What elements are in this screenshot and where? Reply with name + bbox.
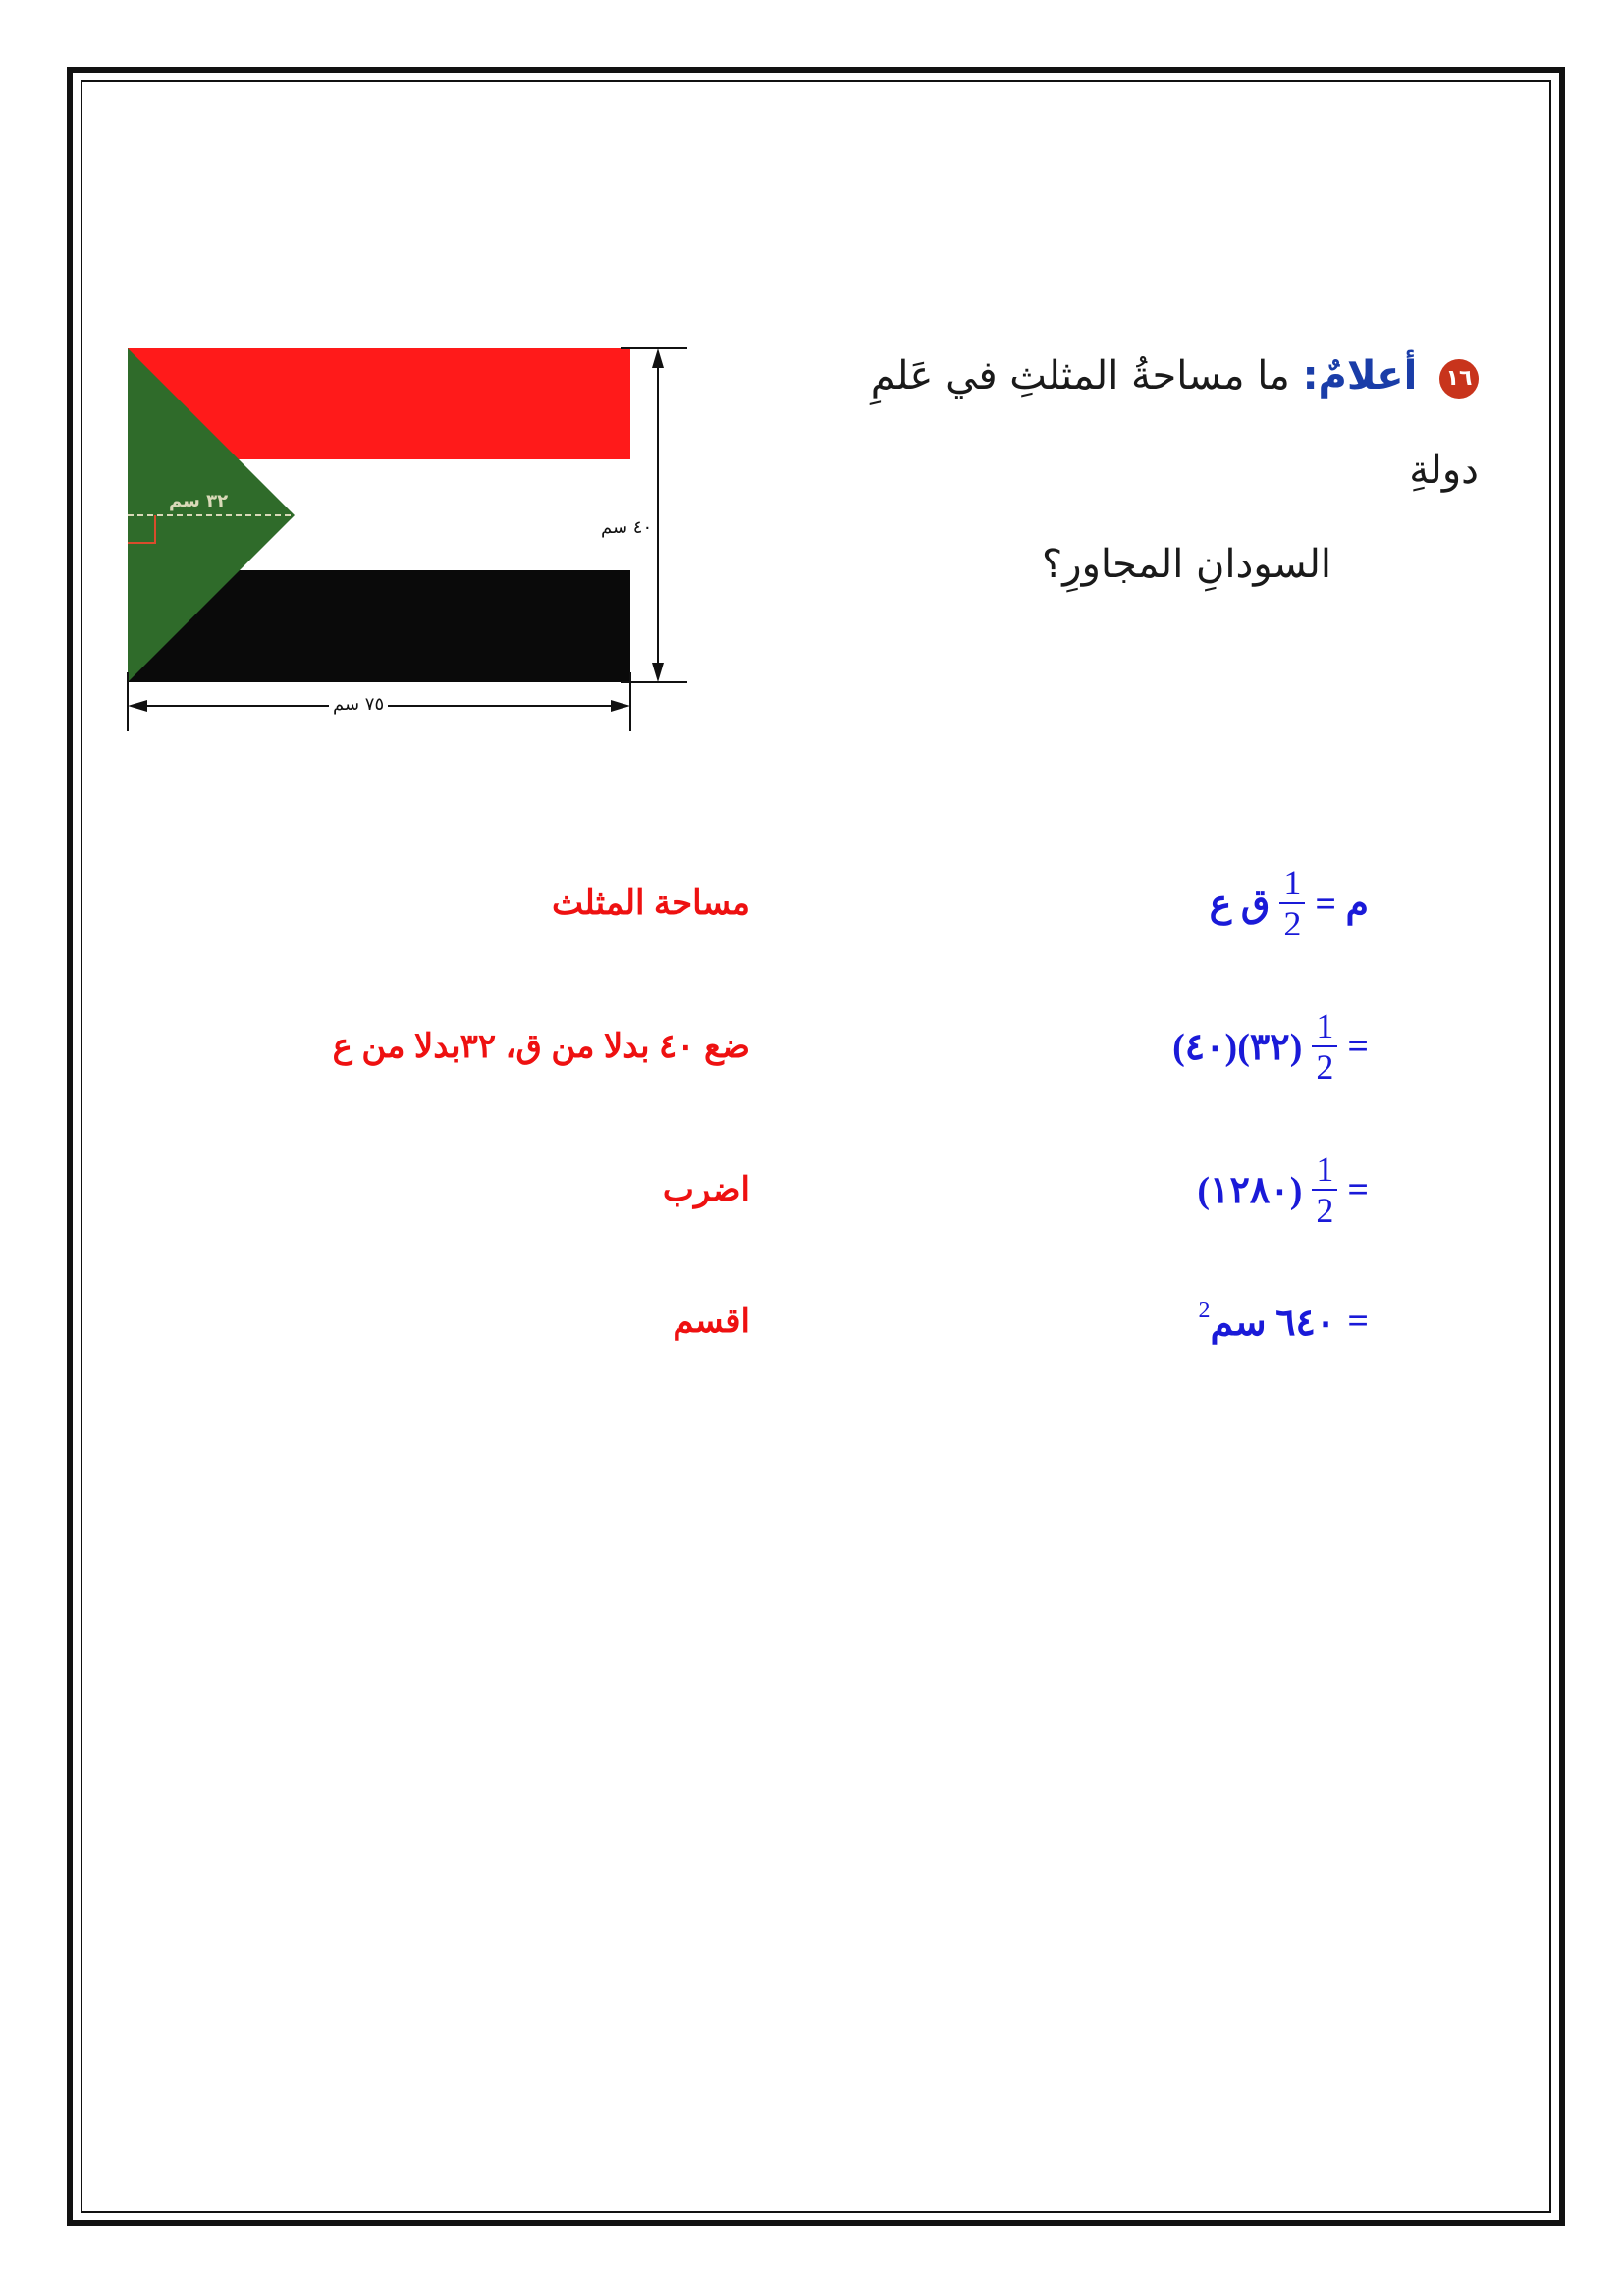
width-label: ٧٥ سم [329, 694, 388, 715]
fraction-half: $\frac{1}{2}$ [1279, 864, 1305, 942]
note-2: ضع ٤٠ بدلا من ق، ٣٢بدلا من ع [332, 1028, 750, 1065]
triangle-height-label: ٣٢ سم [169, 491, 229, 511]
fraction-half: $\frac{1}{2}$ [1312, 1007, 1337, 1086]
eq2-lhs: = [1347, 1026, 1369, 1067]
eq4-value: ٦٤٠ سم$^2$ [1198, 1298, 1336, 1344]
eq1-rhs: ق ع [1209, 882, 1271, 925]
question-block [791, 329, 1479, 612]
note-4: اقسم [673, 1303, 750, 1340]
fraction-half: $\frac{1}{2}$ [1312, 1150, 1337, 1229]
question-text-line1: ما مساحةُ المثلثِ في عَلمِ دولةِ [870, 353, 1479, 493]
question-number-badge: ١٦ [1439, 359, 1479, 399]
solution-row-2 [0, 1007, 1624, 1086]
question-topic: أعلامٌ: [1302, 353, 1418, 399]
eq2-rhs: (٤٠)(٣٢) [1172, 1026, 1303, 1068]
solution-row-3 [0, 1150, 1624, 1229]
equation-1 [1210, 864, 1369, 942]
solution-row-4 [0, 1282, 1624, 1361]
equation-4 [1198, 1282, 1369, 1361]
solution-row-1 [0, 864, 1624, 942]
equation-2 [1172, 1007, 1369, 1086]
eq1-lhs: م = [1315, 882, 1369, 925]
eq3-rhs: (١٢٨٠) [1197, 1169, 1303, 1211]
eq4-lhs: = [1347, 1301, 1369, 1342]
question-text-line2: السودانِ المجاورِ؟ [1042, 542, 1331, 587]
equation-3 [1197, 1150, 1369, 1229]
sudan-flag-figure [108, 329, 736, 741]
note-1: مساحة المثلث [552, 884, 750, 922]
note-3: اضرب [662, 1171, 750, 1208]
exponent: 2 [1198, 1298, 1211, 1323]
eq3-lhs: = [1347, 1169, 1369, 1210]
height-label: ٤٠ سم [597, 517, 656, 538]
